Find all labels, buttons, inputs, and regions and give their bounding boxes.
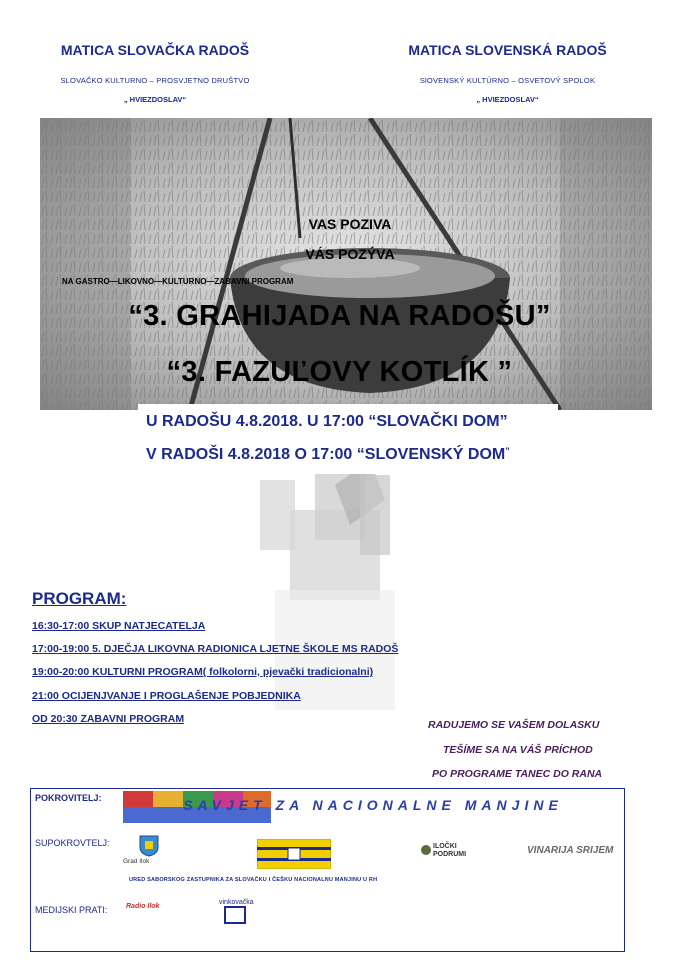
media-label: MEDIJSKI PRATI: (35, 905, 108, 915)
ilok-caption: Grad Ilok (123, 858, 150, 865)
venue-sk (146, 446, 510, 464)
program-heading: PROGRAM: (32, 589, 127, 608)
program-item: 19:00-20:00 KULTURNI PROGRAM( folkolorni, pjevački tradicionalni) (32, 666, 374, 678)
cosponsor-label: SUPOKROVTELJ: (35, 838, 110, 848)
sponsors-box (30, 788, 625, 952)
left-org-title: MATICA SLOVAČKA RADOŠ (60, 42, 250, 58)
right-society-name: „ HVIEZDOSLAV“ (476, 95, 539, 104)
right-society: SlOVENSKÝ KULTÚRNO – OSVETOVÝ SPOLOK (419, 76, 596, 85)
program-item: 17:00-19:00 5. DJEČJA LIKOVNA RADIONICA LJETNE ŠKOLE MS RADOŠ (32, 643, 399, 655)
vinkovacka-logo: vinkovačka (219, 899, 254, 906)
program-type: NA GASTRO—LIKOVNO—KULTURNO—ZABAVNI PROGRAM (62, 277, 294, 286)
srijem-flag-logo (257, 839, 331, 869)
program-item: OD 20:30 ZABAVNI PROGRAM (32, 713, 185, 725)
sponsor-label: POKROVITELJ: (35, 793, 102, 803)
venue-sk-main: V RADOŠI 4.8.2018 O 17:00 “SLOVENSKÝ DOM (146, 446, 506, 463)
greeting-dance: PO PROGRAME TANEC DO RANA (432, 768, 603, 780)
vinarija-logo: VINARIJA SRIJEM (527, 845, 614, 856)
title-sk: “3. FAZUĽOVY KOTLÍK ” (166, 356, 513, 388)
venue-box (138, 404, 558, 474)
podrumi-emblem-icon (421, 843, 431, 855)
invite-sk: VÁS POZÝVA (305, 246, 395, 262)
program-item: 16:30-17:00 SKUP NATJECATELJA (32, 620, 206, 632)
ilok-crest-icon (139, 835, 159, 857)
venue-sk-quote: ” (505, 446, 510, 456)
greeting-sk: TEŠÍME SA NA VÁŠ PRÍCHOD (443, 744, 593, 756)
podrumi-logo: ILOČKI PODRUMI (433, 843, 467, 858)
greeting-hr: RADUJEMO SE VAŠEM DOLASKU (428, 719, 600, 731)
venue-hr: U RADOŠU 4.8.2018. U 17:00 “SLOVAČKI DOM” (146, 413, 508, 430)
right-org-title: MATICA SLOVENSKÁ RADOŠ (408, 42, 607, 58)
left-society-name: „ HVIEZDOSLAV“ (123, 95, 187, 104)
office-text: URED SABORSKOG ZASTUPNIKA ZA SLOVAČKU I ČEŠKU NACIONALNU MANJINU U RH (129, 877, 378, 883)
left-society: SLOVAČKO KULTURNO – PROSVJETNO DRUŠTVO (60, 76, 250, 85)
council-logo-text: SAVJET ZA NACIONALNE MANJINE (183, 797, 563, 813)
invite-hr: VAS POZIVA (308, 216, 392, 232)
title-hr: “3. GRAHIJADA NA RADOŠU” (128, 300, 551, 332)
program-item: 21:00 OCIJENJVANJE I PROGLAŠENJE POBJEDNIKA (32, 690, 301, 702)
radio-ilok-logo: Radio Ilok (126, 903, 160, 910)
